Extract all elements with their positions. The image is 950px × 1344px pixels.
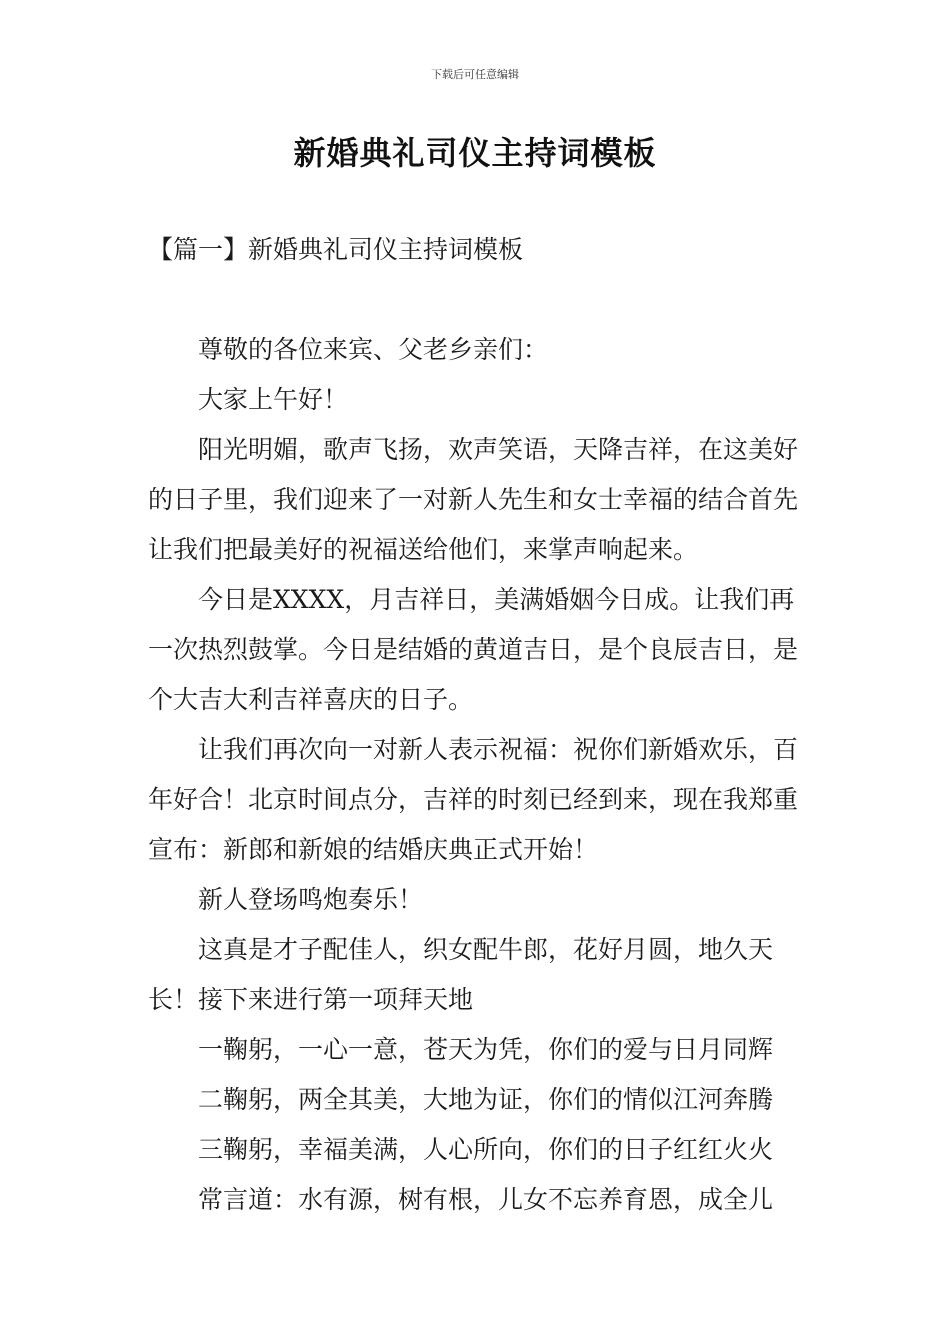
paragraph: 新人登场鸣炮奏乐！ (198, 885, 424, 914)
paragraph: 常言道：水有源，树有根，儿女不忘养育恩，成全儿 (198, 1185, 774, 1214)
paragraph-greeting: 大家上午好！ (198, 385, 349, 414)
document-title: 新婚典礼司仪主持词模板 (293, 134, 657, 172)
paragraph: 二鞠躬，两全其美，大地为证，你们的情似江河奔腾 (198, 1085, 774, 1114)
paragraph: 三鞠躬，幸福美满，人心所向，你们的日子红红火火 (198, 1135, 774, 1164)
paragraph: 今日是XXXX，月吉祥日，美满婚姻今日成。让我们再一次热烈鼓掌。今日是结婚的黄道吉日，是个良辰吉日，是个大吉大利吉祥喜庆的日子。 (148, 585, 799, 714)
paragraph: 这真是才子配佳人，织女配牛郎，花好月圆，地久天长！接下来进行第一项拜天地 (148, 935, 774, 1014)
paragraph-salutation: 尊敬的各位来宾、父老乡亲们： (198, 335, 549, 364)
paragraph: 阳光明媚，歌声飞扬，欢声笑语，天降吉祥，在这美好的日子里，我们迎来了一对新人先生和女士幸福的结合首先让我们把最美好的祝福送给他们，来掌声响起来。 (148, 435, 799, 564)
header-note: 下载后可任意编辑 (431, 68, 519, 81)
section-heading: 【篇一】新婚典礼司仪主持词模板 (148, 235, 524, 264)
document-body (148, 325, 808, 1225)
paragraph: 让我们再次向一对新人表示祝福：祝你们新婚欢乐，百年好合！北京时间点分，吉祥的时刻已经到来，现在我郑重宣布：新郎和新娘的结婚庆典正式开始！ (148, 735, 799, 864)
paragraph: 一鞠躬，一心一意，苍天为凭，你们的爱与日月同辉 (198, 1035, 774, 1064)
